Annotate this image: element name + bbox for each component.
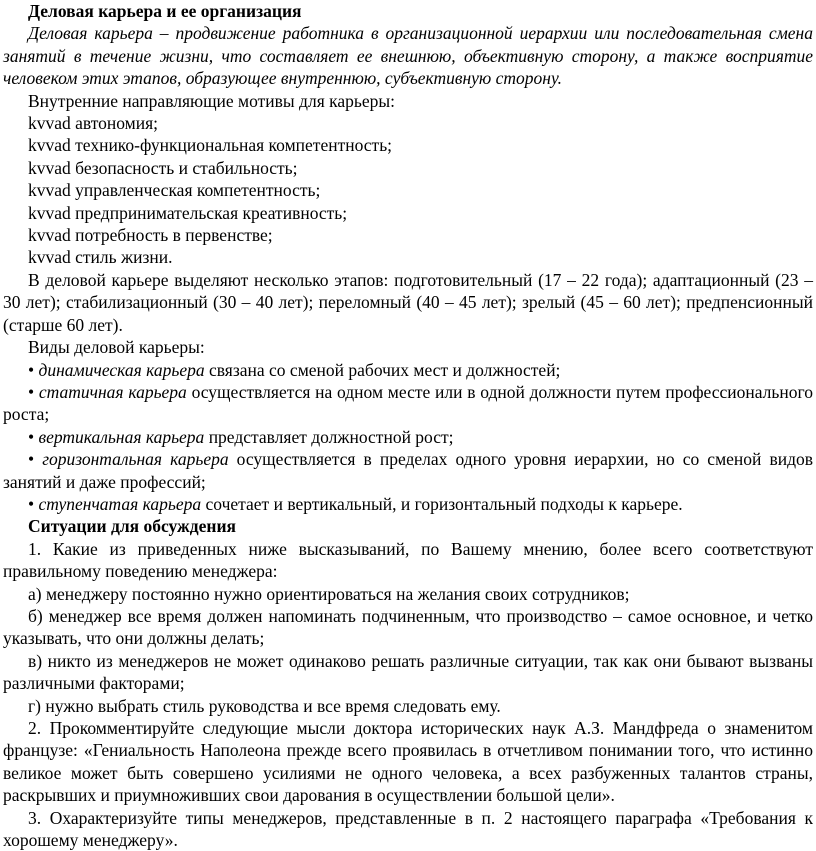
question-2: 2. Прокомментируйте следующие мысли доктора исторических наук А.З. Мандфреда о знаменитом французе: «Гениальность Наполеона прежде всего проявилась в отчетливом понимании того, что истинно великое может быть совершено усилиями не одного человека, а всех разбуженных талантов страны, раскрывших и приумноживших свои дарования в осуществлении большой цели». <box>3 718 813 806</box>
career-type-term: динамическая карьера <box>38 359 205 380</box>
list-item <box>3 493 813 515</box>
career-type-text: представляет должностной рост; <box>204 426 454 447</box>
list-item <box>3 359 813 381</box>
career-type-term: горизонтальная карьера <box>42 449 229 470</box>
question-3: 3. Охарактеризуйте типы менеджеров, представленные в п. 2 настоящего параграфа «Требования к хорошему менеджеру». <box>3 807 813 851</box>
list-item <box>3 448 813 493</box>
list-item: в) никто из менеджеров не может одинаково решать различные ситуации, так как они бывают вызваны различными факторами; <box>3 650 813 694</box>
list-item: б) менеджер все время должен напоминать подчиненным, что производство – самое основное, и четко указывать, что они должны делать; <box>3 605 813 649</box>
career-type-text: осуществляется в пределах одного уровня иерархии, но со сменой видов занятий и даже профессий; <box>3 449 813 492</box>
career-type-term: статичная карьера <box>38 381 187 402</box>
question-1-options <box>3 583 813 717</box>
list-item: kvvad автономия; <box>28 113 159 134</box>
section-heading: Ситуации для обсуждения <box>28 516 236 537</box>
list-item: kvvad технико-функциональная компетентность; <box>28 135 393 156</box>
types-intro: Виды деловой карьеры: <box>28 337 205 358</box>
bullet: • <box>28 493 39 514</box>
career-types-list <box>3 359 813 516</box>
list-item: kvvad стиль жизни. <box>28 247 173 268</box>
bullet: • <box>28 381 39 402</box>
list-item <box>3 381 813 426</box>
career-type-term: вертикальная карьера <box>38 426 205 447</box>
list-item: а) менеджеру постоянно нужно ориентироваться на желания своих сотрудников; <box>28 583 630 604</box>
list-item: kvvad безопасность и стабильность; <box>28 157 298 178</box>
list-item: kvvad предпринимательская креативность; <box>28 202 348 223</box>
motives-intro: Внутренние направляющие мотивы для карьеры: <box>28 90 395 111</box>
question-1: 1. Какие из приведенных ниже высказываний, по Вашему мнению, более всего соответствуют правильному поведению менеджера: <box>3 538 813 582</box>
career-type-text: осуществляется на одном месте или в одной должности путем профессионального роста; <box>3 381 813 425</box>
list-item <box>3 426 813 448</box>
career-definition: Деловая карьера – продвижение работника в организационной иерархии или последовательная смена занятий в течение жизни, что составляет ее внешнюю, объективную сторону, а также восприятие человеком этих этапов, образующее внутреннюю, субъективную сторону. <box>3 23 813 89</box>
career-type-term: ступенчатая карьера <box>38 493 202 514</box>
page-title: Деловая карьера и ее организация <box>28 1 302 21</box>
bullet: • <box>28 426 39 447</box>
list-item: kvvad потребность в первенстве; <box>28 225 273 246</box>
bullet: • <box>28 359 39 380</box>
career-type-text: сочетает и вертикальный, и горизонтальный подходы к карьере. <box>201 493 683 514</box>
list-item: г) нужно выбрать стиль руководства и все время следовать ему. <box>28 695 501 716</box>
career-type-text: связана со сменой рабочих мест и должностей; <box>204 359 561 380</box>
list-item: kvvad управленческая компетентность; <box>28 180 321 201</box>
bullet: • <box>28 449 43 470</box>
motives-list <box>3 112 813 269</box>
career-stages: В деловой карьере выделяют несколько этапов: подготовительный (17 – 22 года); адаптационный (23 – 30 лет); стабилизационный (30 – 40 лет); переломный (40 – 45 лет); зрелый (45 – 60 лет); предпенсионный (старше 60 лет). <box>3 269 813 335</box>
